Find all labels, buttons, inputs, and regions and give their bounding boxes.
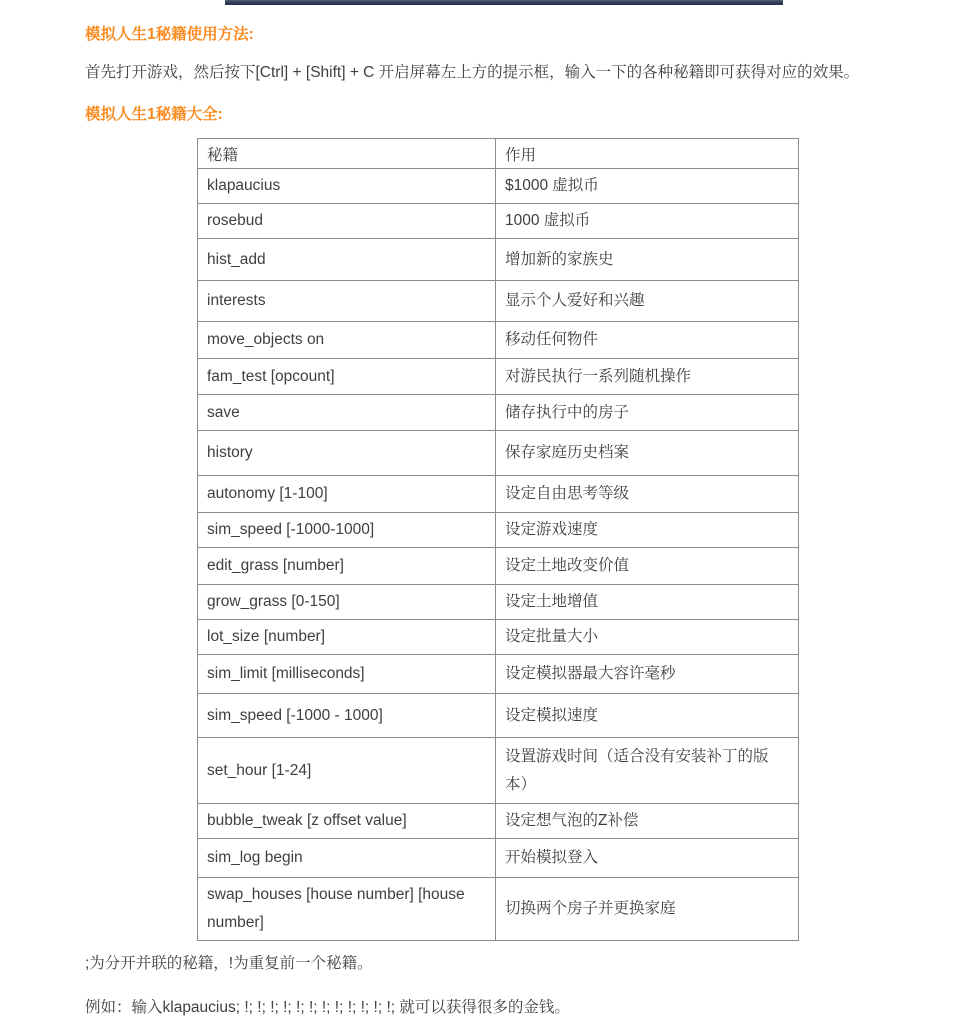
cheat-effect-cell: 移动任何物件: [496, 322, 799, 359]
cheat-code-cell: swap_houses [house number] [house number]: [198, 878, 496, 941]
cheat-code-cell: lot_size [number]: [198, 620, 496, 655]
cheat-effect-cell: 显示个人爱好和兴趣: [496, 281, 799, 322]
cheat-effect-cell: 保存家庭历史档案: [496, 431, 799, 476]
cheat-effect-cell: $1000 虚拟币: [496, 169, 799, 204]
cheat-code-cell: sim_log begin: [198, 839, 496, 878]
table-row: [198, 359, 799, 395]
cheat-code-cell: save: [198, 395, 496, 431]
table-row: [198, 513, 799, 548]
cheat-code-cell: sim_speed [-1000-1000]: [198, 513, 496, 548]
cheat-effect-cell: 设定游戏速度: [496, 513, 799, 548]
table-row: [198, 694, 799, 738]
banner-image-sliver: [225, 0, 783, 5]
table-row: [198, 738, 799, 804]
cheat-effect-cell: 1000 虚拟币: [496, 204, 799, 239]
table-row: [198, 878, 799, 941]
table-header-cheat: 秘籍: [198, 139, 496, 169]
cheat-code-cell: set_hour [1-24]: [198, 738, 496, 804]
cheat-effect-cell: 储存执行中的房子: [496, 395, 799, 431]
cheat-effect-cell: 切换两个房子并更换家庭: [496, 878, 799, 941]
cheat-effect-cell: 设定批量大小: [496, 620, 799, 655]
table-row: [198, 239, 799, 281]
cheat-effect-cell: 对游民执行一系列随机操作: [496, 359, 799, 395]
example-paragraph: 例如：输入klapaucius; !; !; !; !; !; !; !; !; !; !; !; !; 就可以获得很多的金钱。: [85, 999, 570, 1016]
cheat-code-cell: hist_add: [198, 239, 496, 281]
cheat-code-cell: autonomy [1-100]: [198, 476, 496, 513]
table-row: [198, 169, 799, 204]
cheat-code-cell: fam_test [opcount]: [198, 359, 496, 395]
table-row: [198, 204, 799, 239]
cheat-code-cell: move_objects on: [198, 322, 496, 359]
cheat-code-cell: sim_speed [-1000 - 1000]: [198, 694, 496, 738]
cheat-code-cell: sim_limit [milliseconds]: [198, 655, 496, 694]
section-heading-cheat-list: 模拟人生1秘籍大全:: [85, 106, 223, 123]
table-row: [198, 281, 799, 322]
cheat-effect-cell: 设定土地增值: [496, 585, 799, 620]
table-row: [198, 585, 799, 620]
cheat-code-cell: rosebud: [198, 204, 496, 239]
cheat-effect-cell: 设定自由思考等级: [496, 476, 799, 513]
table-row: [198, 655, 799, 694]
cheat-code-cell: interests: [198, 281, 496, 322]
note-paragraph: ;为分开并联的秘籍，!为重复前一个秘籍。: [85, 955, 373, 972]
cheat-effect-cell: 增加新的家族史: [496, 239, 799, 281]
cheat-code-cell: edit_grass [number]: [198, 548, 496, 585]
table-row: [198, 395, 799, 431]
table-row: [198, 839, 799, 878]
cheat-effect-cell: 设置游戏时间（适合没有安装补丁的版本）: [496, 738, 799, 804]
table-row: [198, 804, 799, 839]
section-heading-usage: 模拟人生1秘籍使用方法:: [85, 26, 254, 43]
cheat-code-cell: klapaucius: [198, 169, 496, 204]
cheats-table: [197, 138, 799, 941]
table-row: [198, 548, 799, 585]
table-row: [198, 322, 799, 359]
intro-paragraph: 首先打开游戏，然后按下[Ctrl] + [Shift] + C 开启屏幕左上方的提示框，输入一下的各种秘籍即可获得对应的效果。: [85, 64, 860, 81]
table-row: [198, 431, 799, 476]
cheat-code-cell: grow_grass [0-150]: [198, 585, 496, 620]
table-row: [198, 620, 799, 655]
cheat-effect-cell: 开始模拟登入: [496, 839, 799, 878]
table-header-effect: 作用: [496, 139, 799, 169]
cheat-code-cell: history: [198, 431, 496, 476]
cheat-code-cell: bubble_tweak [z offset value]: [198, 804, 496, 839]
cheat-effect-cell: 设定模拟器最大容许毫秒: [496, 655, 799, 694]
table-row: [198, 476, 799, 513]
cheat-effect-cell: 设定模拟速度: [496, 694, 799, 738]
cheat-effect-cell: 设定想气泡的Z补偿: [496, 804, 799, 839]
cheat-effect-cell: 设定土地改变价值: [496, 548, 799, 585]
table-header-row: [198, 139, 799, 169]
